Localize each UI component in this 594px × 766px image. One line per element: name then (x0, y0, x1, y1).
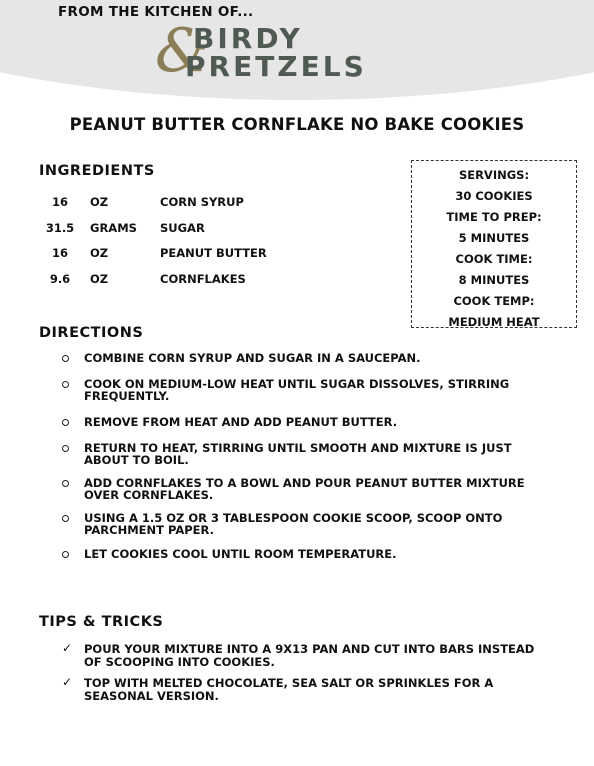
direction-text: ADD CORNFLAKES TO A BOWL AND POUR PEANUT BUTTER MIXTURE OVER CORNFLAKES. (84, 476, 525, 502)
ingredient-row (40, 246, 340, 272)
direction-text: COMBINE CORN SYRUP AND SUGAR IN A SAUCEPAN. (84, 351, 421, 365)
tip-text: POUR YOUR MIXTURE INTO A 9X13 PAN AND CUT INTO BARS INSTEAD OF SCOOPING INTO COOKIES. (84, 642, 535, 669)
servings-label: SERVINGS: (458, 168, 530, 182)
tip-text: TOP WITH MELTED CHOCOLATE, SEA SALT OR SPRINKLES FOR A SEASONAL VERSION. (84, 676, 494, 703)
logo-word-birdy: BIRDY (193, 22, 303, 55)
directions-list (62, 352, 542, 560)
direction-step (62, 416, 542, 428)
bullet-circle-icon (62, 355, 69, 362)
ingredient-row (40, 195, 340, 221)
prep-time-value: 5 MINUTES (458, 231, 530, 245)
bullet-circle-icon (62, 480, 69, 487)
directions-heading: DIRECTIONS (39, 325, 144, 341)
cook-temp-value: MEDIUM HEAT (448, 315, 540, 329)
recipe-title: PEANUT BUTTER CORNFLAKE NO BAKE COOKIES (69, 115, 525, 134)
direction-step (62, 477, 542, 501)
ingredient-qty: 31.5 (45, 220, 75, 235)
prep-time-label: TIME TO PREP: (446, 210, 542, 224)
bullet-circle-icon (62, 551, 69, 558)
direction-text: COOK ON MEDIUM-LOW HEAT UNTIL SUGAR DISSOLVES, STIRRING FREQUENTLY. (84, 377, 510, 403)
ingredient-unit: OZ (90, 195, 109, 209)
ingredient-row (40, 272, 340, 298)
logo-word-pretzels: PRETZELS (185, 50, 367, 83)
ingredient-unit: GRAMS (90, 220, 137, 235)
ingredient-unit: OZ (90, 271, 109, 286)
direction-step (62, 548, 542, 560)
ingredient-name: PEANUT BUTTER (160, 246, 267, 260)
tip-item (62, 643, 542, 668)
recipe-info-box (411, 160, 577, 328)
direction-step (62, 442, 542, 466)
brand-logo (155, 16, 430, 86)
ingredient-qty: 9.6 (49, 271, 71, 286)
cook-time-label: COOK TIME: (455, 252, 533, 266)
checkmark-icon: ✓ (62, 675, 73, 689)
servings-value: 30 COOKIES (455, 189, 533, 203)
direction-step (62, 512, 542, 536)
ingredient-name: CORNFLAKES (160, 271, 246, 286)
ingredient-qty: 16 (51, 246, 68, 260)
ingredient-unit: OZ (90, 246, 109, 260)
bullet-circle-icon (62, 515, 69, 522)
tips-list (62, 643, 542, 702)
direction-text: LET COOKIES COOL UNTIL ROOM TEMPERATURE. (84, 547, 397, 561)
logo-ampersand: & (155, 16, 209, 86)
bullet-circle-icon (62, 419, 69, 426)
direction-step (62, 378, 542, 402)
ingredients-list (40, 195, 340, 297)
tips-heading: TIPS & TRICKS (39, 614, 164, 630)
direction-text: RETURN TO HEAT, STIRRING UNTIL SMOOTH AND MIXTURE IS JUST ABOUT TO BOIL. (84, 441, 512, 467)
direction-text: USING A 1.5 OZ OR 3 TABLESPOON COOKIE SCOOP, SCOOP ONTO PARCHMENT PAPER. (84, 511, 503, 537)
cook-temp-label: COOK TEMP: (453, 294, 535, 308)
bullet-circle-icon (62, 381, 69, 388)
ingredients-heading: INGREDIENTS (39, 163, 155, 179)
cook-time-value: 8 MINUTES (458, 273, 530, 287)
kitchen-label: FROM THE KITCHEN OF... (58, 4, 254, 20)
direction-text: REMOVE FROM HEAT AND ADD PEANUT BUTTER. (84, 415, 398, 429)
tip-item (62, 677, 542, 702)
direction-step (62, 352, 542, 364)
ingredient-row (40, 221, 340, 247)
ingredient-name: SUGAR (160, 220, 205, 235)
ingredient-name: CORN SYRUP (160, 195, 244, 209)
ingredient-qty: 16 (51, 195, 68, 209)
checkmark-icon: ✓ (62, 641, 73, 655)
bullet-circle-icon (62, 445, 69, 452)
